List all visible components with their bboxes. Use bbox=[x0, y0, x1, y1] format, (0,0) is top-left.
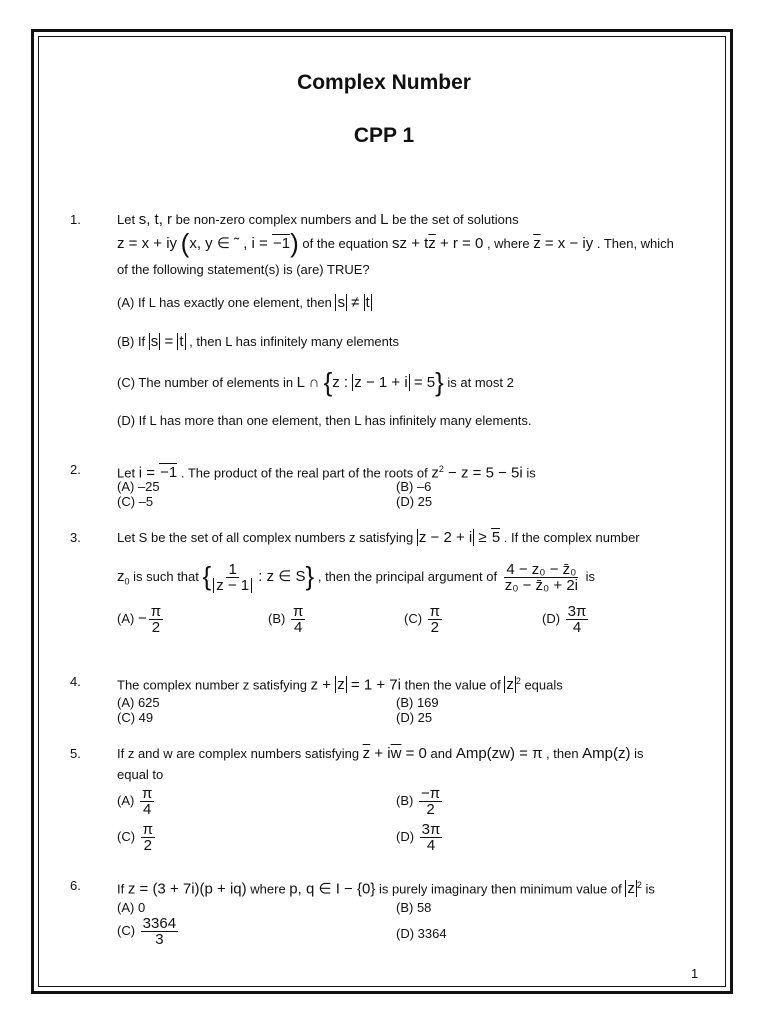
q5-option-d bbox=[396, 822, 444, 853]
q1-option-a bbox=[117, 295, 372, 310]
q5-amp1: Amp(zw) = π bbox=[455, 745, 543, 762]
q3-text: Let S be the set of all complex numbers z satisfying bbox=[117, 530, 417, 545]
q5-b-den: 2 bbox=[426, 801, 435, 818]
q2-line1 bbox=[117, 462, 536, 480]
q2-sup: 2 bbox=[438, 464, 444, 474]
q5-eq: = 0 bbox=[401, 745, 427, 762]
q2-sqrt: −1 bbox=[160, 464, 178, 482]
q5-d-den: 4 bbox=[426, 837, 436, 854]
q6-c-den: 3 bbox=[155, 931, 164, 948]
q1-text: be non-zero complex numbers and bbox=[172, 212, 381, 227]
q1-text: of the equation bbox=[298, 236, 393, 251]
q1-c-set: = 5 bbox=[409, 374, 436, 391]
q3-text: , then the principal argument of bbox=[314, 568, 501, 584]
q5-c-num: π bbox=[142, 821, 154, 838]
q1-math-L: L bbox=[380, 211, 389, 228]
q2-text: Let bbox=[117, 465, 139, 481]
q3-z0: z bbox=[117, 567, 125, 585]
q5-a-label: (A) bbox=[117, 792, 138, 808]
q4-option-c: (C) 49 bbox=[117, 710, 154, 725]
q3-text: is such that bbox=[129, 568, 203, 584]
q6-number: 6. bbox=[70, 878, 81, 893]
q1-eq: + r = 0 bbox=[435, 235, 484, 252]
q3-arg-den: z₀ − z̄₀ + 2i bbox=[504, 577, 579, 594]
q5-a-fraction bbox=[140, 786, 154, 817]
q4-option-d: (D) 25 bbox=[396, 710, 433, 725]
q3-a-label: (A) bbox=[117, 610, 138, 626]
q5-eq: + i bbox=[370, 745, 391, 762]
q1-line2: z = x + iy (x, y ∈ ˜ , i = −1) of the equation sz + $t\overline{z} + r = 0$ , where $\overline{z} = x$ − iy . Then, which bbox=[117, 228, 674, 258]
q4-eq: z + bbox=[310, 676, 336, 694]
q3-b-den: 4 bbox=[293, 619, 303, 636]
q5-c-fraction bbox=[141, 822, 155, 853]
q1-a-t: t bbox=[365, 294, 370, 311]
q2-number: 2. bbox=[70, 462, 81, 477]
q3-line2: $z_0$ is such that { $\frac{1}{z - 1}$ : z ∈ S} , then the principal argument of $\frac{\text{4 − z₀ − z̄₀}}{\text{z₀ − z̄₀ + 2i}}$ is bbox=[117, 560, 596, 594]
q5-c-den: 2 bbox=[143, 837, 153, 854]
q3-abs: z − 2 + i bbox=[418, 529, 473, 546]
q1-text: be the set of solutions bbox=[388, 212, 519, 227]
q4-abs: z bbox=[337, 676, 345, 694]
q5-text: is bbox=[630, 746, 644, 761]
q1-b-t: t bbox=[179, 333, 184, 350]
q3-set-fraction bbox=[213, 562, 252, 593]
q3-a-num: π bbox=[150, 603, 162, 620]
q4-val-abs: z bbox=[506, 676, 514, 694]
q2-option-a: (A) –25 bbox=[117, 479, 160, 494]
q1-c-set: z : bbox=[332, 374, 353, 391]
q2-option-d: (D) 25 bbox=[396, 494, 433, 509]
q3-text: is bbox=[582, 568, 596, 584]
q3-option-b bbox=[268, 604, 307, 635]
q1-eq-z: z = x + iy bbox=[117, 235, 178, 252]
q5-b-label: (B) bbox=[396, 792, 417, 808]
q2-eq: i = bbox=[138, 464, 160, 482]
page-subtitle: CPP 1 bbox=[353, 124, 415, 147]
q1-text: Let bbox=[117, 212, 139, 227]
q6-sup: 2 bbox=[636, 880, 642, 890]
q5-line1 bbox=[117, 746, 644, 761]
q5-text: If z and w are complex numbers satisfying bbox=[117, 746, 363, 761]
q3-line1 bbox=[117, 530, 640, 545]
q6-c-num: 3364 bbox=[142, 915, 177, 932]
q3-option-c bbox=[404, 604, 444, 635]
q3-number: 3. bbox=[70, 530, 81, 545]
q1-sqrt: −1 bbox=[273, 235, 291, 252]
q6-text: is purely imaginary then minimum value of bbox=[375, 881, 626, 897]
q2-eq: − z = 5 − 5i bbox=[443, 464, 523, 482]
q4-text: then the value of bbox=[400, 677, 505, 693]
q6-option-b: (B) 58 bbox=[396, 900, 432, 915]
q1-c-abs: z − 1 + i bbox=[354, 374, 408, 391]
q3-option-d bbox=[542, 604, 590, 635]
q1-a-text: (A) If L has exactly one element, then bbox=[117, 295, 336, 310]
q5-option-b bbox=[396, 786, 444, 817]
page-number: 1 bbox=[691, 966, 699, 981]
q4-sup: 2 bbox=[515, 676, 521, 686]
q1-text: , where bbox=[483, 236, 534, 251]
q5-line2: equal to bbox=[117, 767, 164, 782]
q1-b-text: (B) If bbox=[117, 334, 149, 349]
q3-c-fraction bbox=[428, 604, 442, 635]
q3-set-num: 1 bbox=[228, 561, 237, 578]
q3-c-den: 2 bbox=[430, 619, 440, 636]
q5-d-num: 3π bbox=[421, 821, 441, 838]
q6-abs: z bbox=[627, 880, 635, 898]
q1-a-s: s bbox=[337, 294, 345, 311]
q3-ge: ≥ bbox=[474, 529, 491, 546]
q2-text: is bbox=[522, 465, 536, 481]
q3-set-post: : z ∈ S bbox=[254, 567, 306, 585]
q5-a-den: 4 bbox=[142, 801, 152, 818]
q1-b-s: s bbox=[150, 333, 159, 350]
q4-option-a: (A) 625 bbox=[117, 695, 160, 710]
q5-c-label: (C) bbox=[117, 828, 139, 844]
q1-option-d: (D) If L has more than one element, then L has infinitely many elements. bbox=[117, 413, 532, 428]
q3-d-fraction bbox=[566, 604, 589, 635]
q3-c-num: π bbox=[429, 603, 441, 620]
q5-wbar: $\overline{w}$ bbox=[390, 745, 402, 762]
q1-b-eq: = bbox=[160, 333, 178, 350]
q1-number: 1. bbox=[70, 212, 81, 227]
q5-option-c bbox=[117, 822, 157, 853]
q3-set-den: z − 1 bbox=[213, 578, 252, 593]
q1-line1 bbox=[117, 212, 519, 227]
q5-text: , then bbox=[542, 746, 583, 761]
q5-zbar: $\overline{z}$ bbox=[362, 745, 371, 762]
q6-text: If bbox=[117, 881, 128, 897]
q5-number: 5. bbox=[70, 746, 81, 761]
q1-math-str: s, t, r bbox=[138, 211, 173, 228]
q3-b-fraction bbox=[291, 604, 305, 635]
q3-b-num: π bbox=[292, 603, 304, 620]
q1-text: . Then, which bbox=[593, 236, 674, 251]
q3-arg-num: 4 − z₀ − z̄₀ bbox=[506, 561, 577, 578]
q1-c-text: (C) The number of elements in bbox=[117, 375, 297, 390]
q4-line1 bbox=[117, 674, 563, 692]
q3-a-den: 2 bbox=[151, 619, 161, 636]
q1-option-c: (C) The number of elements in L ∩ {z : z − 1 + i = 5} is at most 2 bbox=[117, 367, 514, 397]
q1-eq-zbar: $\overline{z}$ bbox=[428, 235, 436, 252]
q3-arg-fraction bbox=[503, 562, 580, 593]
q1-eq: sz + t bbox=[392, 235, 429, 252]
q1-eq-zbar: $\overline{z}$ bbox=[533, 235, 541, 252]
q6-option-d: (D) 3364 bbox=[396, 926, 447, 941]
q2-option-c: (C) –5 bbox=[117, 494, 154, 509]
q6-c-fraction bbox=[141, 916, 178, 947]
q6-eq: z = (3 + 7i)(p + iq) bbox=[127, 880, 247, 898]
q4-option-b: (B) 169 bbox=[396, 695, 439, 710]
q4-text: equals bbox=[520, 677, 563, 693]
q3-a-sign: − bbox=[137, 609, 147, 627]
q5-d-fraction bbox=[420, 822, 443, 853]
q3-b-label: (B) bbox=[268, 610, 289, 626]
q6-text: where bbox=[246, 881, 290, 897]
q6-c-label: (C) bbox=[117, 922, 139, 938]
q5-a-num: π bbox=[141, 785, 153, 802]
q1-c-set: L ∩ bbox=[296, 374, 324, 391]
q4-text: The complex number z satisfying bbox=[117, 677, 311, 693]
q6-line1 bbox=[117, 878, 655, 896]
page-title: Complex Number bbox=[297, 71, 471, 94]
q1-eq: = x − iy bbox=[540, 235, 594, 252]
q5-amp2: Amp(z) bbox=[582, 745, 631, 762]
q1-c-text: is at most 2 bbox=[443, 375, 514, 390]
q5-option-a bbox=[117, 786, 156, 817]
q6-option-a: (A) 0 bbox=[117, 900, 146, 915]
q1-a-ne: ≠ bbox=[346, 294, 364, 311]
q1-b-text: , then L has infinitely many elements bbox=[185, 334, 399, 349]
q1-line3: of the following statement(s) is (are) TRUE? bbox=[117, 262, 370, 277]
q3-text: . If the complex number bbox=[500, 530, 640, 545]
q5-d-label: (D) bbox=[396, 828, 418, 844]
q3-z0-sub: 0 bbox=[124, 576, 130, 587]
q3-c-label: (C) bbox=[404, 610, 426, 626]
q6-option-c bbox=[117, 916, 180, 947]
q2-option-b: (B) –6 bbox=[396, 479, 432, 494]
q5-b-fraction bbox=[419, 786, 442, 817]
q1-cond: x, y ∈ ˜ , i = bbox=[189, 235, 272, 252]
q4-eq: = 1 + 7i bbox=[346, 676, 401, 694]
q2-text: . The product of the real part of the roots of bbox=[177, 465, 432, 481]
q4-number: 4. bbox=[70, 674, 81, 689]
q3-sqrt: 5 bbox=[491, 529, 501, 546]
q5-text: and bbox=[426, 746, 456, 761]
q6-text: is bbox=[641, 881, 655, 897]
q3-d-den: 4 bbox=[572, 619, 582, 636]
q1-option-b bbox=[117, 334, 399, 349]
q3-a-fraction bbox=[149, 604, 163, 635]
q3-d-label: (D) bbox=[542, 610, 564, 626]
q3-d-num: 3π bbox=[567, 603, 587, 620]
q2-eq: z bbox=[431, 464, 439, 482]
q6-cond: p, q ∈ I − {0} bbox=[289, 880, 376, 898]
q3-option-a bbox=[117, 604, 165, 635]
q5-b-num: −π bbox=[420, 785, 441, 802]
